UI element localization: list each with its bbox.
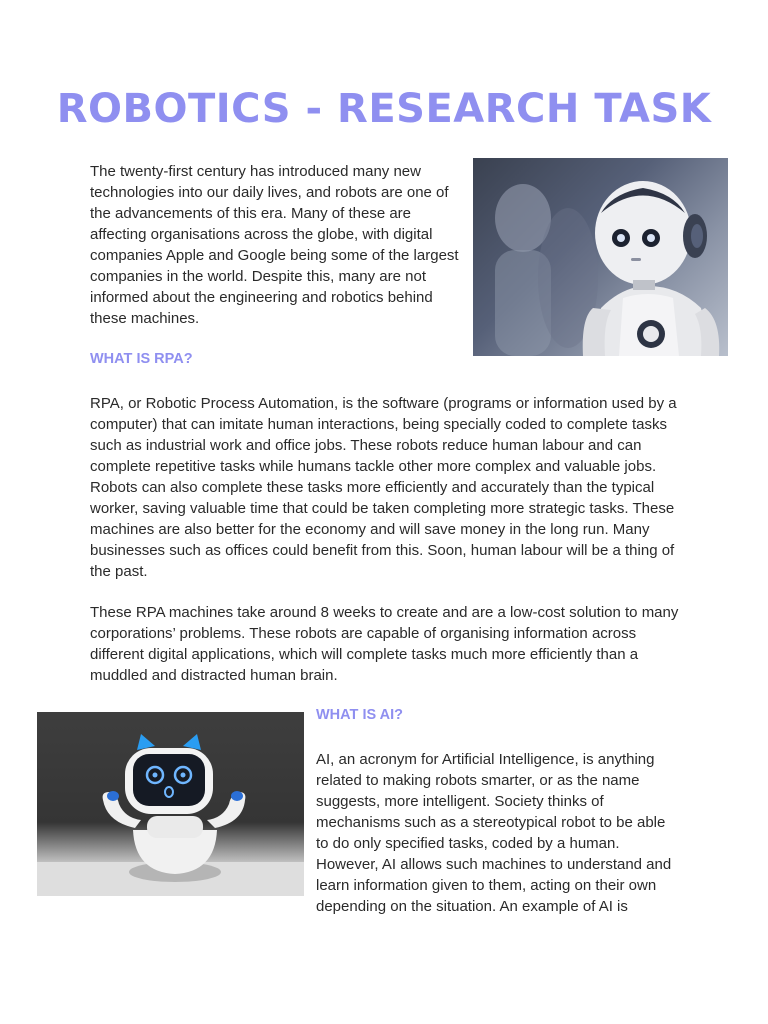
rpa-paragraph-1: RPA, or Robotic Process Automation, is the software (programs or information used by a computer) that can imitate human interactions, being specially coded to complete tasks such as industrial work and office jobs. These robots reduce human labour and can complete repetitive tasks while humans tackle other more complex and valuable jobs. Robots can also complete these tasks more efficiently and accurately than the typical worker, saving valuable time that could be taken completing more strategic tasks. These machines are also better for the economy and will save money in the long run. Many businesses such as offices could benefit from this. Soon, human labour will be a thing of the past. — [90, 395, 677, 580]
rpa-paragraph-2: These RPA machines take around 8 weeks to create and are a low-cost solution to many corporations’ problems. These robots are capable of organising information across different digital applications, which will complete tasks much more efficiently than a muddled and distracted human brain. — [90, 604, 679, 684]
desk-robot-photo — [37, 712, 304, 896]
rpa-heading: WHAT IS RPA? — [90, 351, 193, 367]
intro-paragraph: The twenty-first century has introduced many new technologies into our daily lives, and robots are one of the advancements of this era. Many of these are affecting organisations across the globe, with digital companies Apple and Google being some of the largest companies in the world. Despite this, many are not informed about the engineering and robotics behind these machines. — [90, 163, 459, 327]
ai-paragraph-1: AI, an acronym for Artificial Intelligence, is anything related to making robots smarter, or as the name suggests, more intelligent. Society thinks of mechanisms such as a stereotypical robot to be able to do only specified tasks, coded by a human. However, AI allows such machines to understand and learn information given to them, acting on their own depending on the situation. An example of AI is — [316, 751, 672, 915]
ai-heading: WHAT IS AI? — [316, 707, 403, 723]
nao-robot-photo — [473, 158, 728, 356]
page-title: ROBOTICS - RESEARCH TASK — [56, 86, 712, 132]
